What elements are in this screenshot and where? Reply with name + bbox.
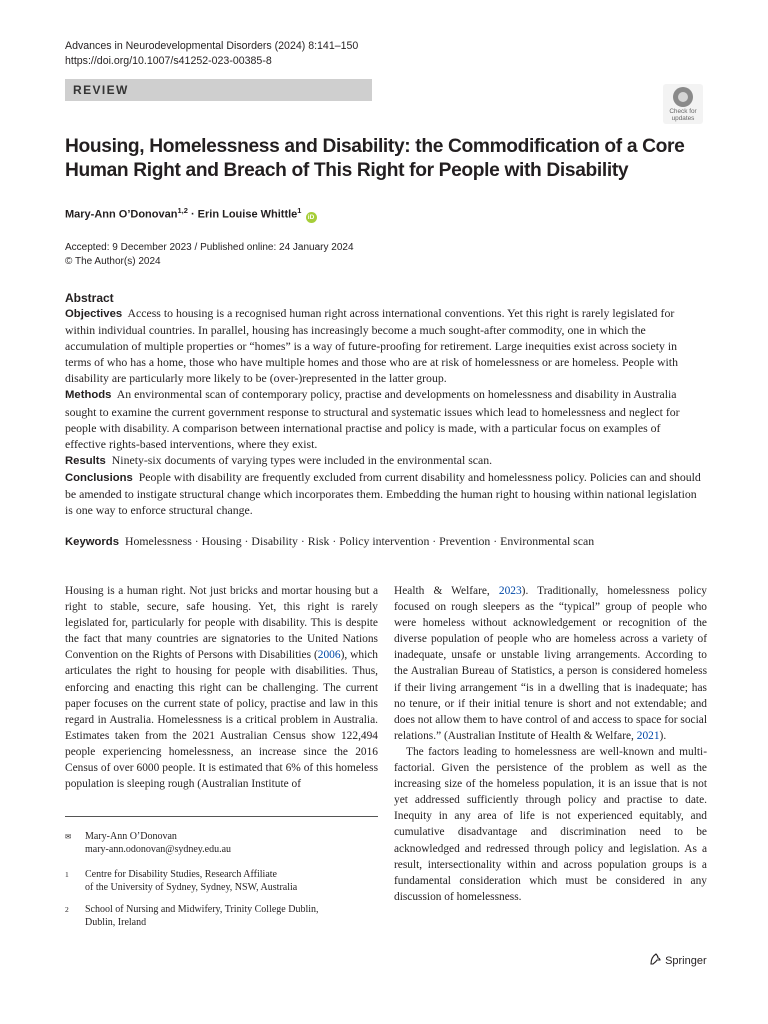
article-type-label: REVIEW <box>73 83 129 97</box>
copyright-line: © The Author(s) 2024 <box>65 256 161 267</box>
orcid-icon[interactable]: iD <box>306 212 317 223</box>
affiliation-line: Centre for Disability Studies, Research Affiliate <box>85 869 277 880</box>
abstract-section-label: Results <box>65 454 106 467</box>
abstract-heading: Abstract <box>65 291 114 305</box>
abstract-results <box>65 452 703 469</box>
affiliation-number: 1 <box>65 870 69 879</box>
author-affiliation-mark: 1,2 <box>177 206 188 215</box>
corresponding-author-email[interactable]: mary-ann.odonovan@sydney.edu.au <box>85 844 232 855</box>
check-for-updates-badge[interactable] <box>663 84 703 124</box>
publisher-logo <box>648 952 707 969</box>
abstract-section-text: Access to housing is a recognised human right across international conventions. Yet this right is rarely legislated for within individual countries. In parallel, housing has increasingly become a much sought-after commodity, one in which the accumulation of multiple properties or “homes” is a way of future-proofing for retirement. Large inequities exist across society in terms of who has a home, those who have multiple homes and those who are at risk of homelessness or are homeless. People with disability are particularly more likely to be (over-)represented in the latter group. <box>65 306 678 386</box>
body-text: ), which articulates the right to housing for people with disabilities. Thus, enforcing and enacting this right can be challenging. The current paper focuses on the current state of policy, practise and law in this regard in Australia. Homelessness is a critical problem in Australia. Estimates taken from the 2021 Australian Census show 122,494 people experiencing homelessness, an increase since the 2016 Census of over 6000 people. It is estimated that 6% of this homeless population is sleeping rough (Australian Institute of <box>65 649 379 791</box>
body-paragraph <box>394 744 707 905</box>
body-column-right <box>394 583 707 905</box>
keywords-label: Keywords <box>65 536 119 548</box>
abstract-section-label: Objectives <box>65 308 123 320</box>
body-text: ). <box>659 729 667 742</box>
abstract-methods <box>65 386 703 451</box>
body-paragraph <box>394 583 707 744</box>
affiliation-line: School of Nursing and Midwifery, Trinity College Dublin, <box>85 904 319 915</box>
abstract-section-label: Conclusions <box>65 471 133 484</box>
author-name[interactable]: Mary-Ann O’Donovan <box>65 208 178 221</box>
doi-link[interactable]: https://doi.org/10.1007/s41252-023-00385-8 <box>65 55 272 67</box>
body-text: Housing is a human right. Not just bricks and mortar housing but a right to stable, secure, safe housing. Yet, this right is rarely legislated for, particularly for people with disability. This is despite the fact that many countries are signatories to the United Nations Convention on the Rights of Persons with Disabilities ( <box>65 585 378 662</box>
body-text: ). Traditionally, homelessness policy focused on rough sleepers as the “typical” group of people who were homeless without acknowledgement or recognition of the diverse population of people who are homeless across a variety of inadequate, unsafe or unstable living arrangements. According to the Australian Bureau of Statistics, a person is considered homeless if their living arrangement “is in a dwelling that is inadequate; has no tenure, or if their initial tenure is short and not extendable; and does not allow them to have control of and access to space for social relations.” (Australian Institute of Health & Welfare, <box>394 585 707 742</box>
article-title: Housing, Homelessness and Disability: the Commodification of a Core Human Right and Breach of This Right for People with Disability <box>65 136 685 181</box>
envelope-icon: ✉ <box>65 832 72 841</box>
corresponding-author-name: Mary-Ann O’Donovan <box>85 831 177 842</box>
publisher-name: Springer <box>665 955 707 967</box>
abstract <box>65 291 703 518</box>
springer-horse-icon <box>648 952 662 966</box>
author-name[interactable]: Erin Louise Whittle <box>197 208 298 221</box>
author-affiliation-mark: 1 <box>297 206 302 215</box>
citation-link[interactable]: 2006 <box>317 649 341 662</box>
affiliation-line: Dublin, Ireland <box>85 917 147 928</box>
check-updates-text: Check for updates <box>669 108 697 122</box>
abstract-section-text: People with disability are frequently excluded from current disability and homelessness policy. Policies can and should be amended to instigate structural change which incorporates them. Embedding the human right to housing within national legislation is one way to enforce structural change. <box>65 469 701 518</box>
abstract-section-text: Ninety-six documents of varying types were included in the environmental scan. <box>111 452 493 467</box>
publication-dates <box>65 241 354 269</box>
abstract-objectives <box>65 305 703 386</box>
keywords-list: Homelessness · Housing · Disability · Risk · Policy intervention · Prevention · Environmental scan <box>124 534 595 548</box>
body-text: Health & Welfare, <box>394 585 499 597</box>
author-list <box>65 203 317 223</box>
accepted-published-dates: Accepted: 9 December 2023 / Published online: 24 January 2024 <box>65 242 354 253</box>
journal-header <box>65 39 358 69</box>
affiliation-number: 2 <box>65 905 69 914</box>
body-paragraph <box>65 583 378 792</box>
check-updates-icon <box>673 87 693 107</box>
abstract-conclusions <box>65 469 703 518</box>
abstract-section-label: Methods <box>65 389 112 402</box>
keywords <box>65 534 705 550</box>
citation-link[interactable]: 2021 <box>636 729 660 742</box>
body-column-left <box>65 583 378 792</box>
abstract-section-text: An environmental scan of contemporary policy, practise and developments on homelessness and disability in Australia sought to examine the current government response to structural and systematic issues which lead to homelessness and neglect for people with disability. A comparison between international practise and policy is made, with a particular focus on examples of effective rights-based interventions, where they exist. <box>65 387 680 451</box>
body-text: The factors leading to homelessness are well-known and multi-factorial. Given the persistence of the problem as well as the increasing size of the homeless population, it is an issue that is not yet addressed sufficiently through policy and practise to date. Inequity in any area of life is not experienced equitably, and cumulative disadvantage and discrimination need to be acknowledged and redressed through policy and legislation. As a result, intersectionality within and across population groups is a fundamental consideration which must be considered in any discussion of homelessness. <box>394 745 707 903</box>
footnote-divider <box>65 816 378 817</box>
citation-link[interactable]: 2023 <box>498 585 522 597</box>
journal-citation: Advances in Neurodevelopmental Disorders (2024) 8:141–150 <box>65 40 359 52</box>
article-type-banner <box>65 79 372 101</box>
author-separator: · <box>187 208 198 221</box>
affiliation-line: of the University of Sydney, Sydney, NSW, Australia <box>85 882 298 893</box>
